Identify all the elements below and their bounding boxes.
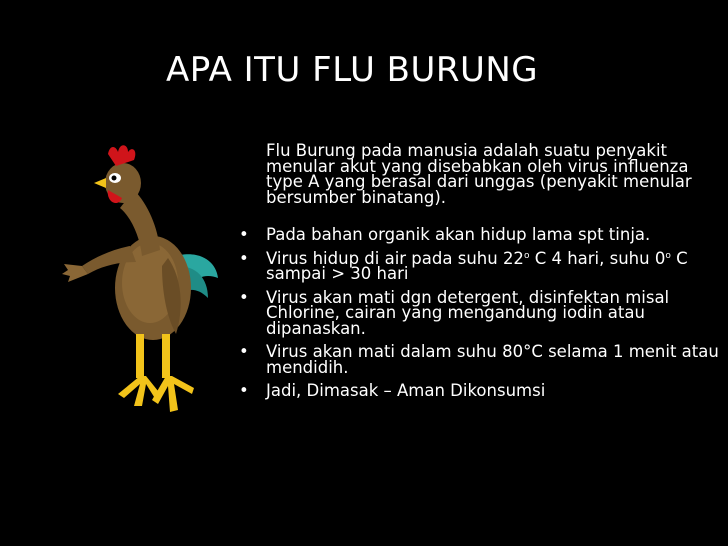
bullet-dot-icon: •: [239, 248, 249, 268]
bullet-dot-icon: •: [239, 381, 249, 400]
rooster-illustration: [58, 138, 228, 438]
bullet-text: Pada bahan organik akan hidup lama spt tinja.: [266, 225, 651, 244]
bullet-item: [232, 344, 722, 375]
bullet-list: [232, 227, 722, 399]
intro-paragraph: Flu Burung pada manusia adalah suatu penyakit menular akut yang disebabkan oleh virus influenza type A yang berasal dari unggas (penyakit menular bersumber binatang).: [266, 141, 692, 207]
bullet-text-part: C sampai > 30 hari: [266, 248, 688, 283]
slide-title: APA ITU FLU BURUNG: [166, 50, 539, 90]
bullet-text-part: Virus hidup di air pada suhu 22: [266, 248, 524, 268]
bullet-dot-icon: •: [239, 287, 249, 307]
bullet-text-part: C 4 hari, suhu 0: [529, 248, 666, 268]
bullet-text: Virus akan mati dgn detergent, disinfektan misal Chlorine, cairan yang mengandung iodin atau dipanaskan.: [266, 287, 670, 338]
bullet-text: Virus akan mati dalam suhu 80°C selama 1 menit atau mendidih.: [266, 342, 719, 377]
bullet-item: [232, 227, 722, 243]
bullet-text: [266, 249, 688, 284]
bullet-item: [232, 383, 722, 399]
degree-sup: o: [523, 250, 530, 261]
bullet-text: Jadi, Dimasak – Aman Dikonsumsi: [266, 381, 546, 400]
slide-content: [232, 143, 722, 407]
bullet-item: [232, 248, 722, 283]
bullet-dot-icon: •: [239, 342, 249, 361]
bullet-item: [232, 287, 722, 338]
degree-sup: o: [665, 250, 671, 261]
bullet-dot-icon: •: [239, 225, 249, 244]
